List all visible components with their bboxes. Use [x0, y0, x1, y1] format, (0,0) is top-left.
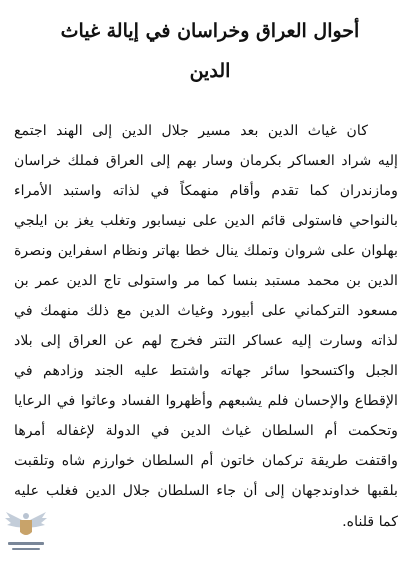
body-line-7: مسعود التركماني على أبيورد وغياث الدين مع ذلك منهمك في [14, 303, 398, 319]
body-line-14: كما قلناه. [342, 514, 398, 530]
body-line-1: كان غياث الدين بعد مسير جلال الدين إلى الهند اجتمع [14, 123, 368, 139]
chapter-title-line-2: الدين [189, 60, 231, 82]
body-line-13: بلقبها خداوندجهان إلى أن جاء السلطان جلال الدين فغلب عليه [14, 483, 398, 499]
body-line-2: إليه شراد العساكر بكرمان وسار بهم إلى العراق فملك خراسان [14, 153, 398, 169]
body-line-12: واقتفت طريقة تركمان خاتون أم السلطان خوارزم شاه وتلقبت [14, 453, 398, 469]
body-line-6: الدين بن محمد مستبد بنسا كما مر واستولى تاج الدين عمر بن [14, 273, 398, 289]
body-line-11: وتحكمت أم السلطان غياث الدين في الدولة لإغفاله أمرها [14, 423, 398, 439]
body-line-8: لذاته وسارت إليه عساكر التتر فخرج لهم عن العراق إلى بلاد [14, 333, 398, 349]
body-line-4: بالنواحي فاستولى قائم الدين على نيسابور وتغلب يغز بن ايلجي [14, 213, 398, 229]
body-line-5: بهلوان على شروان وتملك ينال خطا بهاتر ونظام اسفراين ونصرة [14, 243, 398, 259]
chapter-title-line-1: أحوال العراق وخراسان في إيالة غياث [60, 20, 360, 42]
body-line-3: ومازندران كما تقدم وأقام منهمكاً في لذاته واستبد الأمراء [14, 183, 398, 199]
body-line-9: الجبل واكتسحوا سائر جهاته واشتط عليه الجند وزادهم في [14, 363, 398, 379]
watermark-emblem-icon [4, 496, 48, 562]
body-line-10: الإقطاع والإحسان فلم يشبعهم وأظهروا الفساد وعاثوا في الرعايا [14, 393, 398, 409]
